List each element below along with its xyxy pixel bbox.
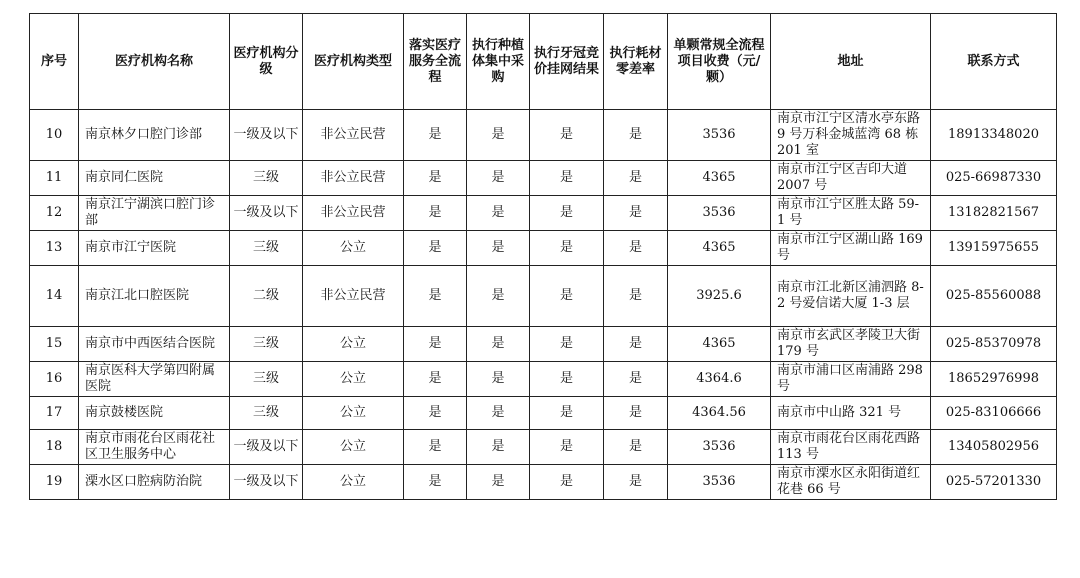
cell-zero-markup: 是 — [604, 196, 668, 231]
cell-name: 南京市雨花台区雨花社区卫生服务中心 — [79, 430, 230, 465]
cell-crown-bidding: 是 — [530, 327, 604, 362]
cell-contact: 025-85560088 — [931, 266, 1057, 327]
cell-zero-markup: 是 — [604, 110, 668, 161]
table-row — [30, 397, 1057, 430]
cell-type: 公立 — [303, 465, 404, 500]
header-address: 地址 — [771, 14, 931, 110]
table-row — [30, 362, 1057, 397]
cell-full-process: 是 — [404, 231, 467, 266]
cell-crown-bidding: 是 — [530, 465, 604, 500]
cell-level: 二级 — [230, 266, 303, 327]
cell-name: 南京林夕口腔门诊部 — [79, 110, 230, 161]
cell-zero-markup: 是 — [604, 231, 668, 266]
cell-full-process: 是 — [404, 110, 467, 161]
cell-name: 南京江北口腔医院 — [79, 266, 230, 327]
cell-address: 南京市雨花台区雨花西路 113 号 — [771, 430, 931, 465]
cell-zero-markup: 是 — [604, 266, 668, 327]
cell-fee: 3925.6 — [668, 266, 771, 327]
cell-full-process: 是 — [404, 327, 467, 362]
cell-address: 南京市玄武区孝陵卫大街 179 号 — [771, 327, 931, 362]
cell-contact: 025-57201330 — [931, 465, 1057, 500]
header-full-process: 落实医疗服务全流程 — [404, 14, 467, 110]
cell-contact: 13182821567 — [931, 196, 1057, 231]
cell-type: 公立 — [303, 327, 404, 362]
cell-full-process: 是 — [404, 161, 467, 196]
cell-index: 12 — [30, 196, 79, 231]
cell-index: 16 — [30, 362, 79, 397]
cell-implant-procurement: 是 — [467, 266, 530, 327]
cell-type: 非公立民营 — [303, 196, 404, 231]
cell-index: 10 — [30, 110, 79, 161]
cell-level: 三级 — [230, 397, 303, 430]
cell-address: 南京市江宁区胜太路 59-1 号 — [771, 196, 931, 231]
table-row — [30, 327, 1057, 362]
cell-address: 南京市溧水区永阳街道红花巷 66 号 — [771, 465, 931, 500]
cell-crown-bidding: 是 — [530, 430, 604, 465]
header-fee: 单颗常规全流程项目收费（元/颗） — [668, 14, 771, 110]
cell-full-process: 是 — [404, 397, 467, 430]
table-row — [30, 161, 1057, 196]
table-row — [30, 430, 1057, 465]
cell-zero-markup: 是 — [604, 327, 668, 362]
header-crown-bidding: 执行牙冠竞价挂网结果 — [530, 14, 604, 110]
cell-level: 三级 — [230, 362, 303, 397]
cell-implant-procurement: 是 — [467, 110, 530, 161]
cell-implant-procurement: 是 — [467, 465, 530, 500]
cell-fee: 4365 — [668, 327, 771, 362]
cell-level: 一级及以下 — [230, 465, 303, 500]
cell-index: 13 — [30, 231, 79, 266]
cell-implant-procurement: 是 — [467, 161, 530, 196]
cell-crown-bidding: 是 — [530, 266, 604, 327]
cell-type: 非公立民营 — [303, 161, 404, 196]
cell-level: 一级及以下 — [230, 196, 303, 231]
cell-address: 南京市江宁区清水亭东路 9 号万科金城蓝湾 68 栋 201 室 — [771, 110, 931, 161]
cell-address: 南京市中山路 321 号 — [771, 397, 931, 430]
header-implant-procurement: 执行种植体集中采购 — [467, 14, 530, 110]
table-row — [30, 231, 1057, 266]
cell-implant-procurement: 是 — [467, 196, 530, 231]
cell-index: 17 — [30, 397, 79, 430]
cell-fee: 4364.6 — [668, 362, 771, 397]
cell-type: 公立 — [303, 362, 404, 397]
medical-institution-table — [29, 13, 1057, 500]
cell-level: 三级 — [230, 327, 303, 362]
cell-index: 18 — [30, 430, 79, 465]
cell-crown-bidding: 是 — [530, 196, 604, 231]
cell-fee: 4364.56 — [668, 397, 771, 430]
cell-address: 南京市江北新区浦泗路 8-2 号爱信诺大厦 1-3 层 — [771, 266, 931, 327]
cell-type: 公立 — [303, 430, 404, 465]
cell-name: 南京鼓楼医院 — [79, 397, 230, 430]
cell-full-process: 是 — [404, 465, 467, 500]
header-type: 医疗机构类型 — [303, 14, 404, 110]
cell-contact: 13405802956 — [931, 430, 1057, 465]
cell-fee: 3536 — [668, 110, 771, 161]
cell-type: 非公立民营 — [303, 110, 404, 161]
cell-level: 三级 — [230, 231, 303, 266]
header-row — [30, 14, 1057, 110]
cell-implant-procurement: 是 — [467, 231, 530, 266]
header-zero-markup: 执行耗材零差率 — [604, 14, 668, 110]
cell-index: 14 — [30, 266, 79, 327]
header-level: 医疗机构分级 — [230, 14, 303, 110]
cell-name: 南京同仁医院 — [79, 161, 230, 196]
cell-crown-bidding: 是 — [530, 362, 604, 397]
cell-fee: 4365 — [668, 231, 771, 266]
cell-index: 19 — [30, 465, 79, 500]
table-body — [30, 110, 1057, 500]
cell-crown-bidding: 是 — [530, 231, 604, 266]
cell-implant-procurement: 是 — [467, 327, 530, 362]
cell-index: 11 — [30, 161, 79, 196]
cell-contact: 025-66987330 — [931, 161, 1057, 196]
cell-contact: 18913348020 — [931, 110, 1057, 161]
cell-fee: 3536 — [668, 196, 771, 231]
cell-fee: 3536 — [668, 465, 771, 500]
table-row — [30, 196, 1057, 231]
cell-type: 公立 — [303, 231, 404, 266]
cell-name: 南京医科大学第四附属医院 — [79, 362, 230, 397]
cell-zero-markup: 是 — [604, 362, 668, 397]
cell-full-process: 是 — [404, 430, 467, 465]
cell-address: 南京市江宁区湖山路 169 号 — [771, 231, 931, 266]
cell-full-process: 是 — [404, 362, 467, 397]
cell-level: 三级 — [230, 161, 303, 196]
cell-level: 一级及以下 — [230, 430, 303, 465]
cell-crown-bidding: 是 — [530, 161, 604, 196]
cell-name: 溧水区口腔病防治院 — [79, 465, 230, 500]
cell-zero-markup: 是 — [604, 465, 668, 500]
header-contact: 联系方式 — [931, 14, 1057, 110]
cell-zero-markup: 是 — [604, 397, 668, 430]
cell-implant-procurement: 是 — [467, 430, 530, 465]
header-index: 序号 — [30, 14, 79, 110]
cell-contact: 025-83106666 — [931, 397, 1057, 430]
cell-address: 南京市江宁区吉印大道 2007 号 — [771, 161, 931, 196]
cell-full-process: 是 — [404, 266, 467, 327]
table-row — [30, 465, 1057, 500]
table-container — [29, 13, 1057, 500]
cell-contact: 13915975655 — [931, 231, 1057, 266]
cell-fee: 4365 — [668, 161, 771, 196]
cell-implant-procurement: 是 — [467, 362, 530, 397]
cell-crown-bidding: 是 — [530, 110, 604, 161]
cell-index: 15 — [30, 327, 79, 362]
cell-contact: 18652976998 — [931, 362, 1057, 397]
header-name: 医疗机构名称 — [79, 14, 230, 110]
cell-name: 南京市中西医结合医院 — [79, 327, 230, 362]
cell-contact: 025-85370978 — [931, 327, 1057, 362]
cell-level: 一级及以下 — [230, 110, 303, 161]
cell-name: 南京江宁湖滨口腔门诊部 — [79, 196, 230, 231]
cell-type: 公立 — [303, 397, 404, 430]
cell-full-process: 是 — [404, 196, 467, 231]
cell-zero-markup: 是 — [604, 430, 668, 465]
cell-fee: 3536 — [668, 430, 771, 465]
cell-crown-bidding: 是 — [530, 397, 604, 430]
table-row — [30, 110, 1057, 161]
cell-zero-markup: 是 — [604, 161, 668, 196]
cell-name: 南京市江宁医院 — [79, 231, 230, 266]
cell-type: 非公立民营 — [303, 266, 404, 327]
cell-address: 南京市浦口区南浦路 298 号 — [771, 362, 931, 397]
table-row — [30, 266, 1057, 327]
cell-implant-procurement: 是 — [467, 397, 530, 430]
